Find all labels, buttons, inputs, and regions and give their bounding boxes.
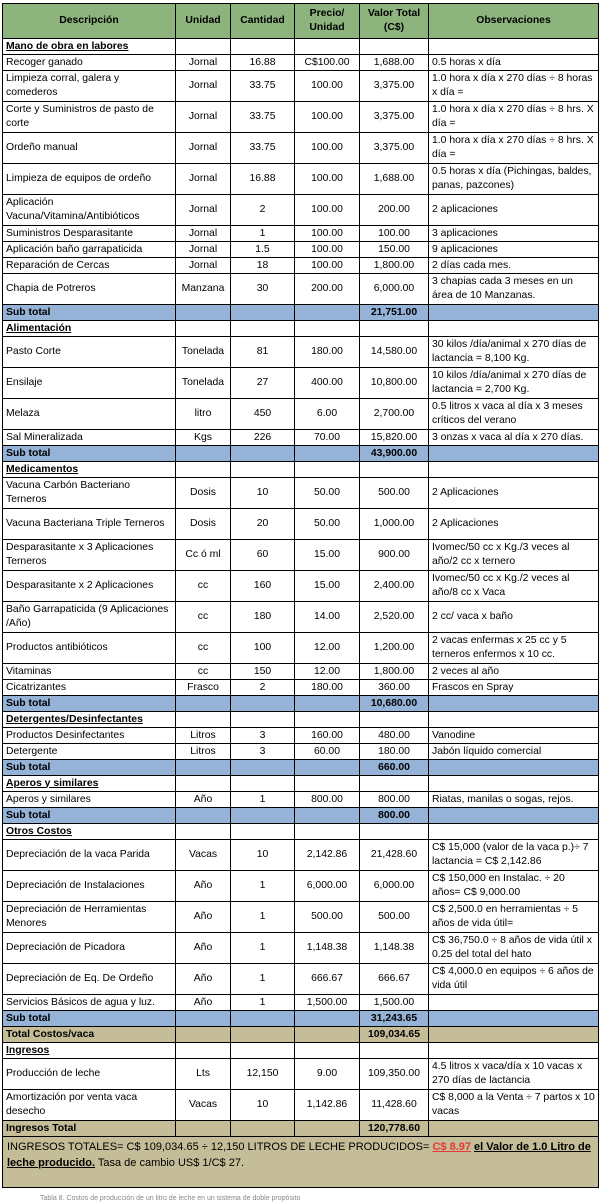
cell-valor: 1,500.00 xyxy=(360,995,429,1011)
section-header-row xyxy=(3,1043,599,1059)
table-row xyxy=(3,133,599,164)
cell-cantidad: 1 xyxy=(231,792,295,808)
cell-unidad: Año xyxy=(176,902,231,933)
cell-unidad: Litros xyxy=(176,728,231,744)
cell-observaciones: 30 kilos /día/animal x 270 días de lactancia = 8,100 Kg. xyxy=(429,337,599,368)
cell-valor: 1,000.00 xyxy=(360,509,429,540)
cell-observaciones: 3 aplicaciones xyxy=(429,226,599,242)
cell-precio: 100.00 xyxy=(295,258,360,274)
cell-unidad: Jornal xyxy=(176,258,231,274)
table-row xyxy=(3,226,599,242)
cell-unidad: Año xyxy=(176,964,231,995)
cell-observaciones: 4.5 litros x vaca/día x 10 vacas x 270 días de lactancia xyxy=(429,1059,599,1090)
cell-cantidad: 10 xyxy=(231,478,295,509)
cell-cantidad: 33.75 xyxy=(231,71,295,102)
cell-descripcion: Aplicación baño garrapaticida xyxy=(3,242,176,258)
cell-valor: 800.00 xyxy=(360,792,429,808)
cell-precio: C$100.00 xyxy=(295,55,360,71)
subtotal-value: 800.00 xyxy=(360,808,429,824)
cell-cantidad: 16.88 xyxy=(231,164,295,195)
cell-descripcion: Producción de leche xyxy=(3,1059,176,1090)
cell-cantidad: 150 xyxy=(231,664,295,680)
cell-precio: 100.00 xyxy=(295,164,360,195)
cell-valor: 1,688.00 xyxy=(360,164,429,195)
subtotal-value: 660.00 xyxy=(360,760,429,776)
section-header-row xyxy=(3,712,599,728)
cell-cantidad: 81 xyxy=(231,337,295,368)
cell-valor: 3,375.00 xyxy=(360,133,429,164)
cell-valor: 360.00 xyxy=(360,680,429,696)
section-title: Mano de obra en labores xyxy=(3,39,176,55)
cell-precio: 100.00 xyxy=(295,226,360,242)
cell-unidad: Dosis xyxy=(176,509,231,540)
cell-observaciones: 1.0 hora x día x 270 días ÷ 8 hrs. X día = xyxy=(429,133,599,164)
section-title: Ingresos xyxy=(3,1043,176,1059)
section-header-row xyxy=(3,39,599,55)
subtotal-row xyxy=(3,1011,599,1027)
cell-cantidad: 33.75 xyxy=(231,102,295,133)
table-row xyxy=(3,995,599,1011)
cell-precio: 800.00 xyxy=(295,792,360,808)
subtotal-label: Sub total xyxy=(3,696,176,712)
cell-valor: 6,000.00 xyxy=(360,871,429,902)
cell-precio: 15.00 xyxy=(295,540,360,571)
cell-cantidad: 30 xyxy=(231,274,295,305)
total-costos-row xyxy=(3,1027,599,1043)
cell-descripcion: Depreciación de la vaca Parida xyxy=(3,840,176,871)
cell-valor: 109,350.00 xyxy=(360,1059,429,1090)
cell-observaciones: 2 veces al año xyxy=(429,664,599,680)
cell-unidad: Año xyxy=(176,792,231,808)
table-row xyxy=(3,368,599,399)
cell-unidad: Jornal xyxy=(176,102,231,133)
subtotal-label: Sub total xyxy=(3,760,176,776)
cell-precio: 500.00 xyxy=(295,902,360,933)
cell-descripcion: Reparación de Cercas xyxy=(3,258,176,274)
cell-cantidad: 1 xyxy=(231,871,295,902)
header-cantidad: Cantidad xyxy=(231,4,295,39)
ingresos-total-value: 120,778.60 xyxy=(360,1121,429,1137)
table-row xyxy=(3,571,599,602)
cell-valor: 1,148.38 xyxy=(360,933,429,964)
cell-descripcion: Depreciación de Eq. De Ordeño xyxy=(3,964,176,995)
cell-valor: 11,428.60 xyxy=(360,1090,429,1121)
cell-descripcion: Desparasitante x 2 Aplicaciones xyxy=(3,571,176,602)
section-title: Aperos y similares xyxy=(3,776,176,792)
table-row xyxy=(3,337,599,368)
table-row xyxy=(3,933,599,964)
cell-descripcion: Limpieza de equipos de ordeño xyxy=(3,164,176,195)
cell-observaciones: 2 días cada mes. xyxy=(429,258,599,274)
table-caption: Tabla 8. Costos de producción de un litro de leche en un sistema de doble propósito xyxy=(40,1195,301,1202)
cell-precio: 1,148.38 xyxy=(295,933,360,964)
cell-unidad: Jornal xyxy=(176,226,231,242)
cell-valor: 21,428.60 xyxy=(360,840,429,871)
cell-descripcion: Sal Mineralizada xyxy=(3,430,176,446)
header-observaciones: Observaciones xyxy=(429,4,599,39)
footer-part2: el Valor de 1.0 Litro de leche producido. xyxy=(7,1141,591,1169)
cell-cantidad: 1 xyxy=(231,995,295,1011)
cell-unidad: cc xyxy=(176,633,231,664)
cell-cantidad: 27 xyxy=(231,368,295,399)
cell-valor: 150.00 xyxy=(360,242,429,258)
cell-unidad: litro xyxy=(176,399,231,430)
cell-unidad: Jornal xyxy=(176,55,231,71)
subtotal-row xyxy=(3,446,599,462)
cell-observaciones: 1.0 hora x día x 270 días ÷ 8 horas x día = xyxy=(429,71,599,102)
cell-valor: 1,800.00 xyxy=(360,664,429,680)
cell-unidad: Tonelada xyxy=(176,368,231,399)
cell-cantidad: 3 xyxy=(231,744,295,760)
cell-precio: 2,142.86 xyxy=(295,840,360,871)
table-row xyxy=(3,680,599,696)
ingresos-total-label: Ingresos Total xyxy=(3,1121,176,1137)
subtotal-label: Sub total xyxy=(3,305,176,321)
cell-cantidad: 18 xyxy=(231,258,295,274)
table-row xyxy=(3,728,599,744)
cell-unidad: Dosis xyxy=(176,478,231,509)
cell-precio: 200.00 xyxy=(295,274,360,305)
cell-observaciones: Frascos en Spray xyxy=(429,680,599,696)
cell-valor: 180.00 xyxy=(360,744,429,760)
cell-observaciones: 0.5 horas x día (Pichingas, baldes, panas, pazcones) xyxy=(429,164,599,195)
cell-descripcion: Aperos y similares xyxy=(3,792,176,808)
table-row xyxy=(3,602,599,633)
cell-cantidad: 1 xyxy=(231,902,295,933)
header-row xyxy=(3,4,599,39)
cell-precio: 180.00 xyxy=(295,680,360,696)
cell-cantidad: 33.75 xyxy=(231,133,295,164)
cell-valor: 500.00 xyxy=(360,478,429,509)
cell-precio: 14.00 xyxy=(295,602,360,633)
cell-precio: 100.00 xyxy=(295,242,360,258)
table-row xyxy=(3,164,599,195)
subtotal-row xyxy=(3,760,599,776)
cell-descripcion: Cicatrizantes xyxy=(3,680,176,696)
total-costos-value: 109,034.65 xyxy=(360,1027,429,1043)
subtotal-value: 43,900.00 xyxy=(360,446,429,462)
cell-observaciones: C$ 150,000 en Instalac. ÷ 20 años= C$ 9,000.00 xyxy=(429,871,599,902)
cell-precio: 6,000.00 xyxy=(295,871,360,902)
cell-observaciones: C$ 15,000 (valor de la vaca p.)÷ 7 lactancia = C$ 2,142.86 xyxy=(429,840,599,871)
table-row xyxy=(3,964,599,995)
table-row xyxy=(3,242,599,258)
cell-descripcion: Depreciación de Instalaciones xyxy=(3,871,176,902)
cell-cantidad: 100 xyxy=(231,633,295,664)
cell-precio: 400.00 xyxy=(295,368,360,399)
cell-observaciones: 1.0 hora x día x 270 días ÷ 8 hrs. X día = xyxy=(429,102,599,133)
cell-descripcion: Pasto Corte xyxy=(3,337,176,368)
header-precio: Precio/ Unidad xyxy=(295,4,360,39)
cost-table xyxy=(2,3,599,1188)
table-row xyxy=(3,71,599,102)
cell-descripcion: Productos Desinfectantes xyxy=(3,728,176,744)
cell-descripcion: Corte y Suministros de pasto de corte xyxy=(3,102,176,133)
cell-precio: 15.00 xyxy=(295,571,360,602)
table-row xyxy=(3,55,599,71)
cell-unidad: Jornal xyxy=(176,71,231,102)
cell-precio: 9.00 xyxy=(295,1059,360,1090)
cell-observaciones: Ivomec/50 cc x Kg./3 veces al año/2 cc x ternero xyxy=(429,540,599,571)
table-row xyxy=(3,509,599,540)
cell-descripcion: Amortización por venta vaca desecho xyxy=(3,1090,176,1121)
cell-observaciones: 9 aplicaciones xyxy=(429,242,599,258)
footer-row xyxy=(3,1137,599,1188)
cell-valor: 3,375.00 xyxy=(360,102,429,133)
cell-precio: 50.00 xyxy=(295,478,360,509)
section-title: Medicamentos xyxy=(3,462,176,478)
cell-valor: 15,820.00 xyxy=(360,430,429,446)
cell-cantidad: 16.88 xyxy=(231,55,295,71)
footer-part1: INGRESOS TOTALES= C$ 109,034.65 ÷ 12,150 LITROS DE LECHE PRODUCIDOS= xyxy=(7,1141,430,1153)
subtotal-label: Sub total xyxy=(3,446,176,462)
cell-precio: 60.00 xyxy=(295,744,360,760)
header-unidad: Unidad xyxy=(176,4,231,39)
cell-valor: 2,400.00 xyxy=(360,571,429,602)
cell-unidad: Frasco xyxy=(176,680,231,696)
section-title: Detergentes/Desinfectantes xyxy=(3,712,176,728)
subtotal-value: 10,680.00 xyxy=(360,696,429,712)
cell-precio: 100.00 xyxy=(295,133,360,164)
cell-precio: 180.00 xyxy=(295,337,360,368)
cell-valor: 1,200.00 xyxy=(360,633,429,664)
cell-unidad: Tonelada xyxy=(176,337,231,368)
cell-observaciones: 2 vacas enfermas x 25 cc y 5 terneros enfermos x 10 cc. xyxy=(429,633,599,664)
cell-descripcion: Depreciación de Herramientas Menores xyxy=(3,902,176,933)
footer-note xyxy=(3,1137,599,1188)
cell-cantidad: 20 xyxy=(231,509,295,540)
subtotal-value: 31,243.65 xyxy=(360,1011,429,1027)
table-row xyxy=(3,664,599,680)
cell-precio: 100.00 xyxy=(295,102,360,133)
cell-unidad: Vacas xyxy=(176,840,231,871)
table-row xyxy=(3,744,599,760)
cell-cantidad: 180 xyxy=(231,602,295,633)
cell-valor: 6,000.00 xyxy=(360,274,429,305)
section-header-row xyxy=(3,824,599,840)
table-row xyxy=(3,633,599,664)
cell-cantidad: 10 xyxy=(231,1090,295,1121)
table-row xyxy=(3,1059,599,1090)
table-row xyxy=(3,274,599,305)
cell-cantidad: 3 xyxy=(231,728,295,744)
cell-valor: 2,700.00 xyxy=(360,399,429,430)
cell-observaciones: Vanodine xyxy=(429,728,599,744)
cell-observaciones: 0.5 litros x vaca al día x 3 meses críticos del verano xyxy=(429,399,599,430)
cell-descripcion: Servicios Básicos de agua y luz. xyxy=(3,995,176,1011)
cell-observaciones xyxy=(429,995,599,1011)
footer-part3: Tasa de cambio US$ 1/C$ 27. xyxy=(97,1157,245,1169)
cell-precio: 100.00 xyxy=(295,195,360,226)
table-row xyxy=(3,478,599,509)
table-row xyxy=(3,258,599,274)
cell-precio: 666.67 xyxy=(295,964,360,995)
cell-precio: 160.00 xyxy=(295,728,360,744)
table-row xyxy=(3,902,599,933)
cell-cantidad: 1.5 xyxy=(231,242,295,258)
table-row xyxy=(3,540,599,571)
cell-observaciones: C$ 36,750.0 ÷ 8 años de vida útil x 0.25 del total del hato xyxy=(429,933,599,964)
footer-price-highlight: C$ 8.97 xyxy=(432,1141,471,1153)
cell-valor: 1,688.00 xyxy=(360,55,429,71)
cell-cantidad: 1 xyxy=(231,964,295,995)
section-header-row xyxy=(3,462,599,478)
table-row xyxy=(3,1090,599,1121)
cell-precio: 100.00 xyxy=(295,71,360,102)
cell-unidad: Jornal xyxy=(176,242,231,258)
total-costos-label: Total Costos/vaca xyxy=(3,1027,176,1043)
header-valor: Valor Total (C$) xyxy=(360,4,429,39)
cell-observaciones: Riatas, manilas o sogas, rejos. xyxy=(429,792,599,808)
cell-descripcion: Aplicación Vacuna/Vitamina/Antibióticos xyxy=(3,195,176,226)
cell-observaciones: C$ 8,000 a la Venta ÷ 7 partos x 10 vacas xyxy=(429,1090,599,1121)
cell-descripcion: Limpieza corral, galera y comederos xyxy=(3,71,176,102)
cell-observaciones: Ivomec/50 cc x Kg./2 veces al año/8 cc x Vaca xyxy=(429,571,599,602)
cell-precio: 6.00 xyxy=(295,399,360,430)
cell-unidad: cc xyxy=(176,571,231,602)
cell-descripcion: Depreciación de Picadora xyxy=(3,933,176,964)
cell-descripcion: Desparasitante x 3 Aplicaciones Terneros xyxy=(3,540,176,571)
table-row xyxy=(3,430,599,446)
section-header-row xyxy=(3,776,599,792)
subtotal-row xyxy=(3,696,599,712)
cell-valor: 666.67 xyxy=(360,964,429,995)
table-row xyxy=(3,792,599,808)
cell-observaciones: 3 chapias cada 3 meses en un área de 10 Manzanas. xyxy=(429,274,599,305)
subtotal-row xyxy=(3,808,599,824)
subtotal-label: Sub total xyxy=(3,808,176,824)
cell-observaciones: 10 kilos /día/animal x 270 días de lactancia = 2,700 Kg. xyxy=(429,368,599,399)
cell-descripcion: Suministros Desparasitante xyxy=(3,226,176,242)
cell-unidad: Manzana xyxy=(176,274,231,305)
cell-descripcion: Vacuna Carbón Bacteriano Terneros xyxy=(3,478,176,509)
cell-cantidad: 12,150 xyxy=(231,1059,295,1090)
section-title: Alimentación xyxy=(3,321,176,337)
cell-cantidad: 2 xyxy=(231,680,295,696)
section-header-row xyxy=(3,321,599,337)
cell-unidad: Kgs xyxy=(176,430,231,446)
subtotal-row xyxy=(3,305,599,321)
cell-descripcion: Detergente xyxy=(3,744,176,760)
cell-cantidad: 2 xyxy=(231,195,295,226)
cell-cantidad: 226 xyxy=(231,430,295,446)
cell-descripcion: Ordeño manual xyxy=(3,133,176,164)
cell-descripcion: Vacuna Bacteriana Triple Terneros xyxy=(3,509,176,540)
cell-descripcion: Vitaminas xyxy=(3,664,176,680)
cell-unidad: cc xyxy=(176,664,231,680)
cell-unidad: Lts xyxy=(176,1059,231,1090)
cell-unidad: Jornal xyxy=(176,133,231,164)
cell-descripcion: Baño Garrapaticida (9 Aplicaciones /Año) xyxy=(3,602,176,633)
subtotal-value: 21,751.00 xyxy=(360,305,429,321)
ingresos-total-row xyxy=(3,1121,599,1137)
cell-unidad: cc xyxy=(176,602,231,633)
table-row xyxy=(3,840,599,871)
cell-observaciones: 2 Aplicaciones xyxy=(429,509,599,540)
cell-observaciones: Jabón líquido comercial xyxy=(429,744,599,760)
cell-unidad: Cc ó ml xyxy=(176,540,231,571)
cell-valor: 1,800.00 xyxy=(360,258,429,274)
cell-observaciones: C$ 2,500.0 en herramientas ÷ 5 años de vida útil= xyxy=(429,902,599,933)
cell-cantidad: 160 xyxy=(231,571,295,602)
cell-precio: 1,142.86 xyxy=(295,1090,360,1121)
cell-valor: 10,800.00 xyxy=(360,368,429,399)
cell-descripcion: Melaza xyxy=(3,399,176,430)
cell-valor: 100.00 xyxy=(360,226,429,242)
table-row xyxy=(3,871,599,902)
cell-cantidad: 450 xyxy=(231,399,295,430)
cell-valor: 2,520.00 xyxy=(360,602,429,633)
subtotal-label: Sub total xyxy=(3,1011,176,1027)
cell-observaciones: C$ 4,000.0 en equipos ÷ 6 años de vida útil xyxy=(429,964,599,995)
cell-cantidad: 1 xyxy=(231,933,295,964)
cell-cantidad: 10 xyxy=(231,840,295,871)
cell-observaciones: 2 Aplicaciones xyxy=(429,478,599,509)
table-row xyxy=(3,399,599,430)
table-row xyxy=(3,102,599,133)
cell-precio: 50.00 xyxy=(295,509,360,540)
cell-observaciones: 0.5 horas x día xyxy=(429,55,599,71)
cell-observaciones: 2 aplicaciones xyxy=(429,195,599,226)
cell-cantidad: 1 xyxy=(231,226,295,242)
cell-unidad: Año xyxy=(176,933,231,964)
cell-unidad: Jornal xyxy=(176,164,231,195)
header-descripcion: Descripción xyxy=(3,4,176,39)
cell-precio: 70.00 xyxy=(295,430,360,446)
cell-valor: 480.00 xyxy=(360,728,429,744)
cell-observaciones: 3 onzas x vaca al día x 270 días. xyxy=(429,430,599,446)
cell-unidad: Año xyxy=(176,995,231,1011)
cell-descripcion: Ensilaje xyxy=(3,368,176,399)
cell-precio: 1,500.00 xyxy=(295,995,360,1011)
cell-descripcion: Productos antibióticos xyxy=(3,633,176,664)
section-title: Otros Costos xyxy=(3,824,176,840)
cell-precio: 12.00 xyxy=(295,664,360,680)
cell-precio: 12.00 xyxy=(295,633,360,664)
cell-cantidad: 60 xyxy=(231,540,295,571)
cell-unidad: Vacas xyxy=(176,1090,231,1121)
cell-descripcion: Chapia de Potreros xyxy=(3,274,176,305)
cell-valor: 200.00 xyxy=(360,195,429,226)
cell-observaciones: 2 cc/ vaca x baño xyxy=(429,602,599,633)
cell-valor: 500.00 xyxy=(360,902,429,933)
cell-unidad: Año xyxy=(176,871,231,902)
cell-unidad: Litros xyxy=(176,744,231,760)
cell-valor: 3,375.00 xyxy=(360,71,429,102)
cell-descripcion: Recoger ganado xyxy=(3,55,176,71)
cell-valor: 900.00 xyxy=(360,540,429,571)
cell-unidad: Jornal xyxy=(176,195,231,226)
cell-valor: 14,580.00 xyxy=(360,337,429,368)
table-row xyxy=(3,195,599,226)
